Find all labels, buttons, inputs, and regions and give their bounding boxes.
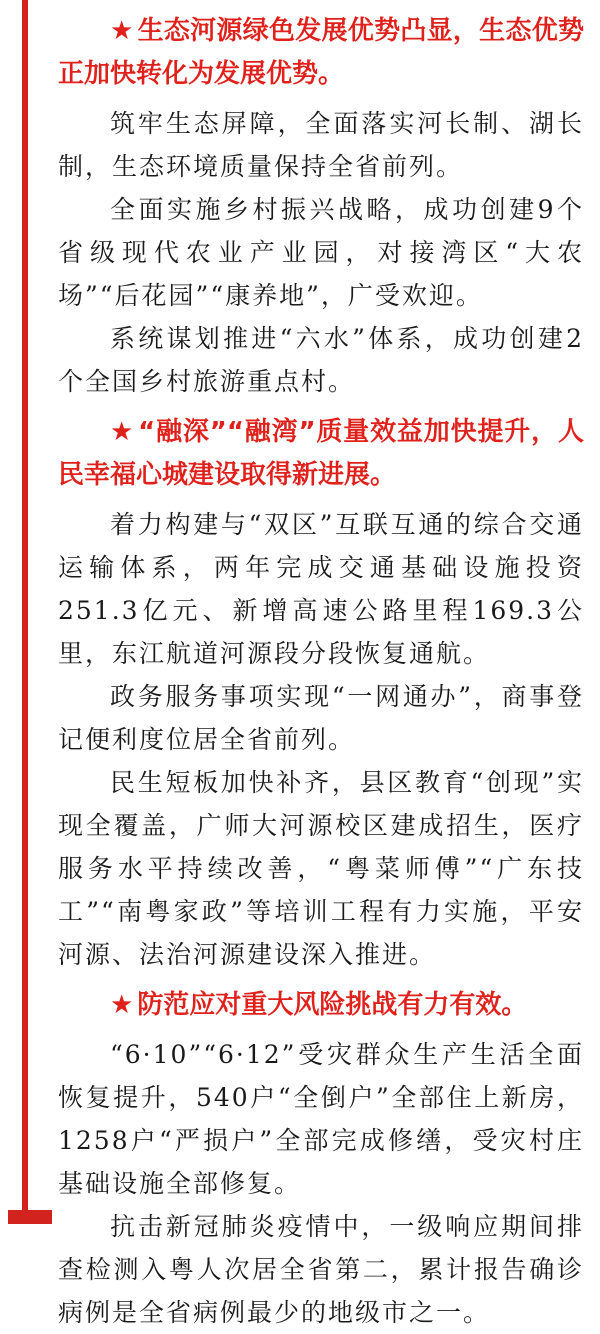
section-heading-risk [58, 984, 584, 1027]
vertical-red-rule [22, 0, 28, 1218]
star-icon: ★ [110, 990, 134, 1020]
paragraph: 民生短板加快补齐，县区教育“创现”实现全覆盖，广师大河源校区建成招生，医疗服务水平持续改善，“粤菜师傅”“广东技工”“南粤家政”等培训工程有力实施，平安河源、法治河源建设深入推进。 [58, 768, 584, 969]
paragraph: 系统谋划推进“六水”体系，成功创建2个全国乡村旅游重点村。 [58, 324, 584, 396]
paragraph: “6·10”“6·12”受灾群众生产生活全面恢复提升，540户“全倒户”全部住上新房，1258户“严损户”全部完成修缮，受灾村庄基础设施全部修复。 [58, 1040, 584, 1198]
rule-foot-bar [8, 1210, 52, 1224]
section-heading-ecology [58, 10, 584, 96]
paragraph: 筑牢生态屏障，全面落实河长制、湖长制，生态环境质量保持全省前列。 [58, 109, 584, 181]
article-body [58, 0, 584, 1334]
section-heading-text: 防范应对重大风险挑战有力有效。 [137, 990, 528, 1020]
star-icon: ★ [110, 417, 135, 447]
paragraph: 政务服务事项实现“一网通办”，商事登记便利度位居全省前列。 [58, 682, 584, 754]
paragraph: 着力构建与“双区”互联互通的综合交通运输体系，两年完成交通基础设施投资251.3亿元、新增高速公路里程169.3公里，东江航道河源段分段恢复通航。 [58, 510, 584, 668]
section-heading-integration [58, 411, 584, 497]
section-heading-text: 生态河源绿色发展优势凸显，生态优势正加快转化为发展优势。 [58, 16, 584, 89]
section-heading-text: “融深”“融湾”质量效益加快提升，人民幸福心城建设取得新进展。 [58, 417, 584, 490]
paragraph: 全面实施乡村振兴战略，成功创建9个省级现代农业产业园，对接湾区“大农场”“后花园”“康养地”，广受欢迎。 [58, 195, 584, 310]
paragraph: 抗击新冠肺炎疫情中，一级响应期间排查检测入粤人次居全省第二，累计报告确诊病例是全省病例最少的地级市之一。 [58, 1212, 584, 1327]
star-icon: ★ [110, 16, 134, 46]
